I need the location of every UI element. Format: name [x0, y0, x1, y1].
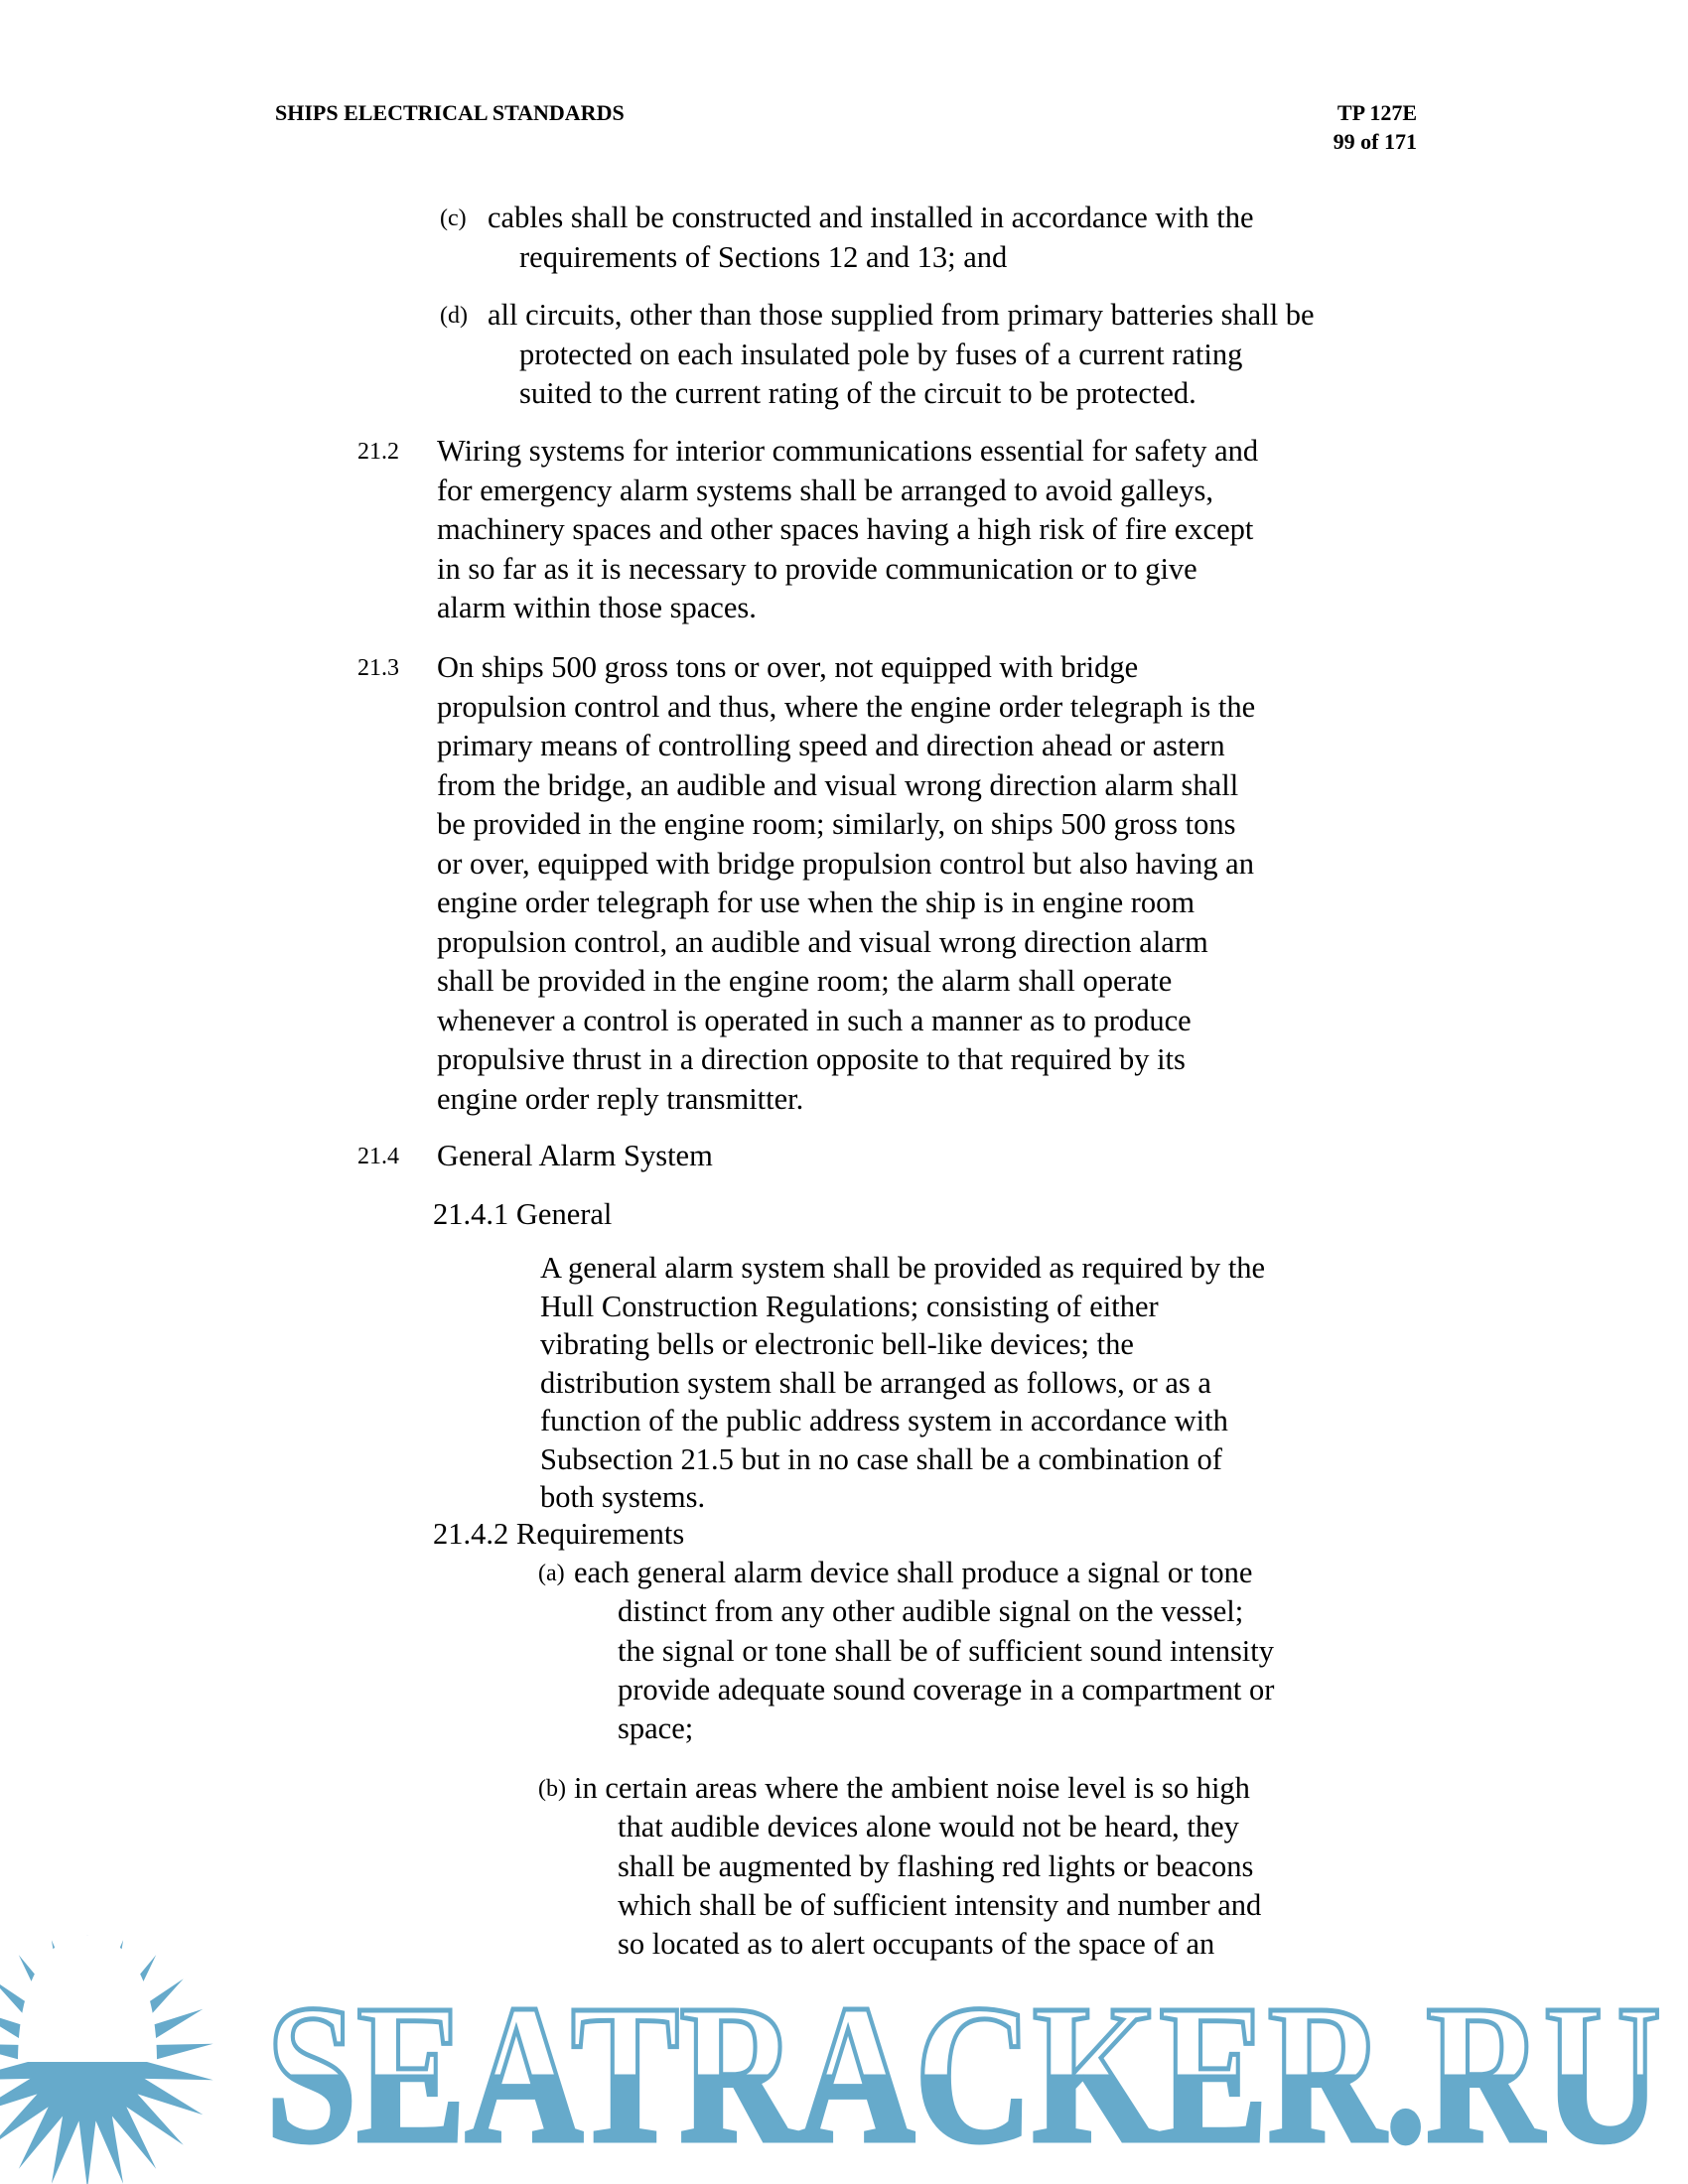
text-line: Subsection 21.5 but in no case shall be a combination of: [540, 1441, 1222, 1476]
item-label: 21.3: [357, 655, 399, 681]
text-line: cables shall be constructed and installed in accordance with the: [488, 201, 1254, 234]
item-label: (c): [440, 205, 467, 231]
text-line: General Alarm System: [437, 1139, 713, 1172]
text-line: Wiring systems for interior communications essential for safety and: [437, 434, 1259, 468]
text-line: in so far as it is necessary to provide communication or to give: [437, 551, 1197, 586]
text-line: propulsion control, an audible and visual wrong direction alarm: [437, 924, 1208, 959]
running-header-title: SHIPS ELECTRICAL STANDARDS: [275, 100, 625, 125]
text-line: all circuits, other than those supplied from primary batteries shall be: [488, 298, 1315, 332]
text-line: from the bridge, an audible and visual wrong direction alarm shall: [437, 767, 1239, 802]
sun-icon: [0, 1935, 213, 2184]
text-line: primary means of controlling speed and direction ahead or astern: [437, 729, 1225, 762]
text-line: that audible devices alone would not be heard, they: [618, 1810, 1239, 1844]
text-line: On ships 500 gross tons or over, not equipped with bridge: [437, 650, 1139, 684]
item-label: (b): [538, 1776, 566, 1802]
text-line: propulsive thrust in a direction opposite to that required by its: [437, 1042, 1186, 1076]
text-line: protected on each insulated pole by fuses of a current rating: [519, 337, 1243, 371]
text-line: space;: [618, 1711, 694, 1746]
text-line: machinery spaces and other spaces having a high risk of fire except: [437, 512, 1254, 546]
text-line: 21.4.1 General: [433, 1197, 613, 1231]
text-line: vibrating bells or electronic bell-like devices; the: [540, 1327, 1134, 1361]
text-line: engine order telegraph for use when the ship is in engine room: [437, 886, 1196, 919]
text-line: whenever a control is operated in such a manner as to produce: [437, 1003, 1192, 1037]
text-line: requirements of Sections 12 and 13; and: [519, 239, 1008, 274]
text-line: provide adequate sound coverage in a compartment or: [618, 1672, 1275, 1706]
text-line: the signal or tone shall be of sufficient sound intensity: [618, 1633, 1275, 1668]
text-line: shall be provided in the engine room; the alarm shall operate: [437, 964, 1173, 998]
text-line: function of the public address system in accordance with: [540, 1404, 1228, 1437]
item-label: 21.2: [357, 439, 399, 465]
text-line: propulsion control and thus, where the engine order telegraph is the: [437, 689, 1256, 724]
page-number: 99 of 171: [1333, 129, 1417, 154]
text-line: alarm within those spaces.: [437, 591, 757, 624]
text-line: each general alarm device shall produce a signal or tone: [574, 1556, 1253, 1589]
text-line: be provided in the engine room; similarly, on ships 500 gross tons: [437, 807, 1236, 841]
text-line: both systems.: [540, 1480, 706, 1514]
text-line: for emergency alarm systems shall be arranged to avoid galleys,: [437, 473, 1214, 507]
item-label: 21.4: [357, 1144, 399, 1169]
text-line: 21.4.2 Requirements: [433, 1517, 685, 1551]
text-line: so located as to alert occupants of the space of an: [618, 1927, 1215, 1962]
text-line: Hull Construction Regulations; consisting of either: [540, 1289, 1159, 1323]
text-line: which shall be of sufficient intensity and number and: [618, 1887, 1262, 1922]
watermark-text: SEATRACKER.RU: [266, 1965, 1661, 2184]
text-line: engine order reply transmitter.: [437, 1081, 804, 1116]
text-line: suited to the current rating of the circuit to be protected.: [519, 376, 1196, 410]
text-line: or over, equipped with bridge propulsion control but also having an: [437, 846, 1254, 881]
item-label: (a): [538, 1561, 565, 1586]
document-id: TP 127E: [1336, 100, 1417, 125]
text-line: A general alarm system shall be provided as required by the: [540, 1251, 1266, 1285]
text-line: shall be augmented by flashing red lights or beacons: [618, 1848, 1254, 1883]
watermark: [0, 1926, 1688, 2184]
item-label: (d): [440, 303, 468, 329]
text-line: in certain areas where the ambient noise level is so high: [574, 1771, 1250, 1805]
text-line: distribution system shall be arranged as follows, or as a: [540, 1365, 1211, 1400]
text-line: distinct from any other audible signal on the vessel;: [618, 1594, 1244, 1629]
